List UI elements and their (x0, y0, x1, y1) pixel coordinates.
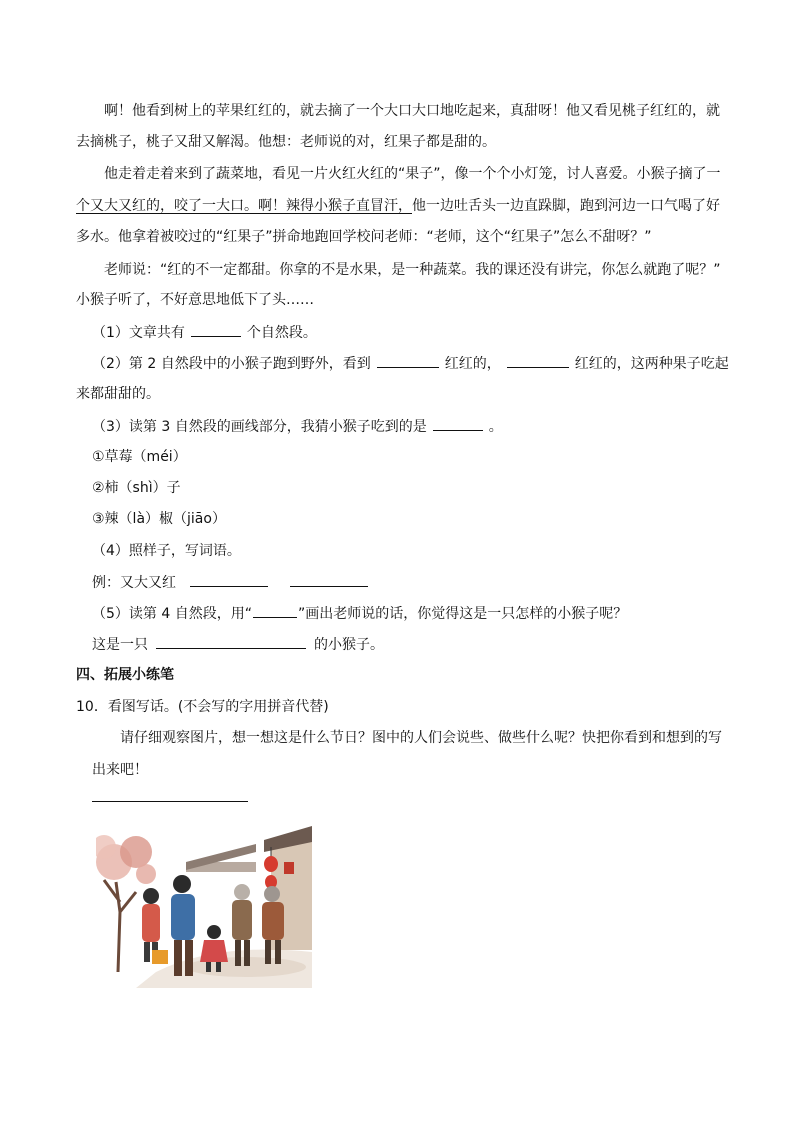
answer-blank[interactable] (156, 634, 306, 649)
passage-p2-line1: 啊！他看到树上的苹果红红的，就去摘了一个大口大口地吃起来，真甜呀！他又看见桃子红红的，就 (104, 103, 720, 119)
question-1: （1）文章共有 个自然段。 (92, 322, 317, 343)
answer-blank[interactable] (507, 353, 569, 368)
passage-p3-line3: 多水。他拿着被咬过的“红果子”拼命地跑回学校问老师：“老师，这个“红果子”怎么不甜呀？” (76, 229, 652, 245)
question-2-line2: 来都甜甜的。 (76, 386, 160, 402)
passage-p3-line1: 他走着走着来到了蔬菜地，看见一片火红火红的“果子”，像一个个小灯笼，讨人喜爱。小猴子摘了一 (104, 166, 721, 182)
answer-blank[interactable] (191, 322, 241, 337)
passage-p2-line2: 去摘桃子，桃子又甜又解渴。他想：老师说的对，红果子都是甜的。 (76, 134, 496, 150)
festival-illustration (96, 822, 312, 988)
question-10-line2: 出来吧！ (92, 762, 148, 778)
question-5: （5）读第 4 自然段，用“ ”画出老师说的话，你觉得这是一只怎样的小猴子呢？ (92, 603, 627, 624)
option-1: ①草莓（méi） (92, 449, 187, 465)
question-4-example: 例：又大又红 (92, 572, 374, 593)
answer-blank[interactable] (377, 353, 439, 368)
passage-p3-line2: 个又大又红的，咬了一大口。啊！辣得小猴子直冒汗，他一边吐舌头一边直跺脚，跑到河边一口气喝了好 (76, 198, 720, 214)
writing-line[interactable] (92, 801, 248, 802)
underlined-text: 个又大又红的，咬了一大口。啊！辣得小猴子直冒汗， (76, 198, 412, 214)
passage-p4-line2: 小猴子听了，不好意思地低下了头…… (76, 292, 314, 308)
question-3: （3）读第 3 自然段的画线部分，我猜小猴子吃到的是 。 (92, 416, 503, 437)
section-heading: 四、拓展小练笔 (76, 667, 174, 683)
option-3: ③辣（là）椒（jiāo） (92, 511, 226, 527)
question-2: （2）第 2 自然段中的小猴子跑到野外，看到 红红的， 红红的，这两种果子吃起 (92, 353, 729, 374)
passage-p4-line1: 老师说：“红的不一定都甜。你拿的不是水果，是一种蔬菜。我的课还没有讲完，你怎么就跑了呢？” (104, 262, 721, 278)
question-10-line1: 请仔细观察图片，想一想这是什么节日？图中的人们会说些、做些什么呢？快把你看到和想到的写 (120, 730, 722, 746)
question-5-answer: 这是一只 的小猴子。 (92, 634, 384, 655)
question-4: （4）照样子，写词语。 (92, 543, 241, 559)
answer-blank[interactable] (290, 572, 368, 587)
option-2: ②柿（shì）子 (92, 480, 181, 496)
answer-blank[interactable] (190, 572, 268, 587)
underline-sample (253, 603, 297, 618)
question-10-title: 10．看图写话。(不会写的字用拼音代替) (76, 699, 329, 715)
answer-blank[interactable] (433, 416, 483, 431)
